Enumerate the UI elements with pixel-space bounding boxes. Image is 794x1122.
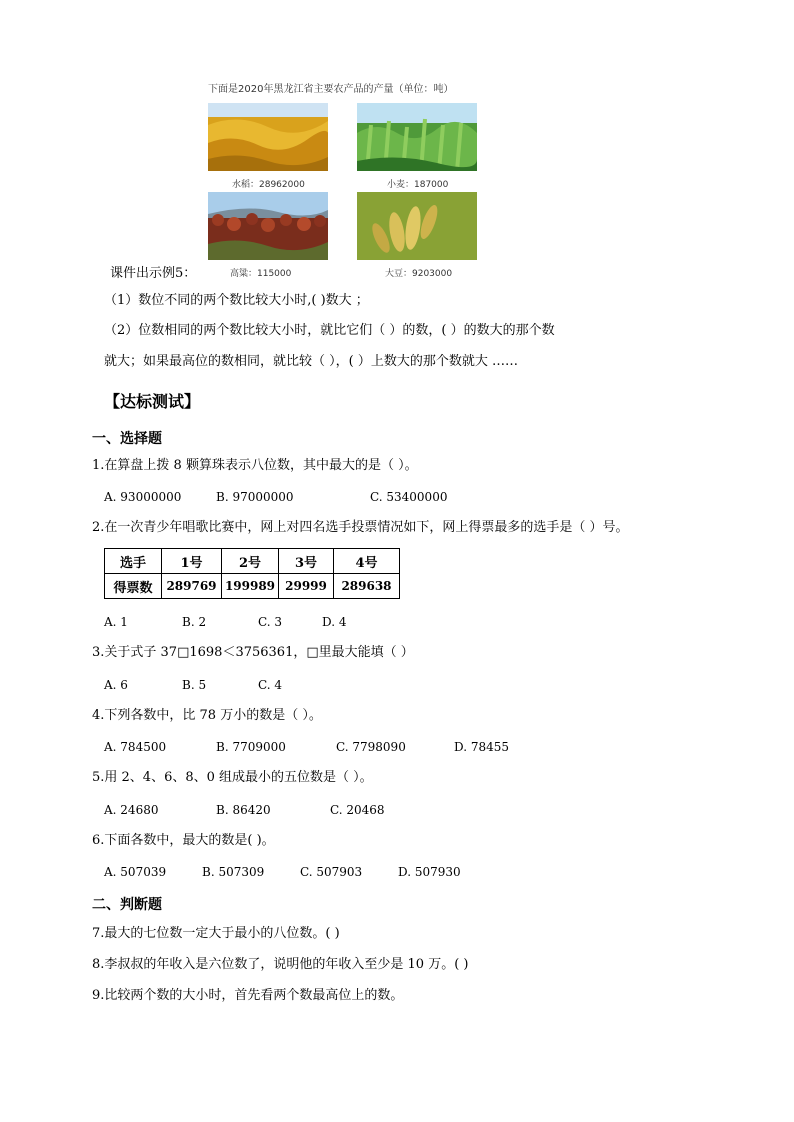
q2-option-b[interactable]: B. 2	[182, 615, 207, 629]
sorghum-caption: 高粱：115000	[230, 269, 292, 279]
question-2: 2.在一次青少年唱歌比赛中，网上对四名选手投票情况如下，网上得票最多的选手是（ ）号。	[92, 520, 629, 535]
vote-table-header: 4号	[334, 549, 400, 574]
q6-option-a[interactable]: A. 507039	[104, 865, 167, 879]
example-line-3: 就大；如果最高位的数相同，就比较（ ），( ）上数大的那个数就大 ……	[104, 354, 518, 369]
q6-option-c[interactable]: C. 507903	[300, 865, 363, 879]
q5-option-c[interactable]: C. 20468	[330, 803, 385, 817]
vote-table-header: 选手	[105, 549, 162, 574]
q6-option-d[interactable]: D. 507930	[398, 865, 461, 879]
question-3: 3.关于式子 37□1698＜3756361，□里最大能填（ ）	[92, 645, 414, 660]
q1-option-c[interactable]: C. 53400000	[370, 490, 448, 504]
example-line-2: （2）位数相同的两个数比较大小时，就比它们（ ）的数，( ）的数大的那个数	[104, 323, 555, 338]
question-4: 4.下列各数中，比 78 万小的数是（ ）。	[92, 708, 322, 723]
question-5: 5.用 2、4、6、8、0 组成最小的五位数是（ ）。	[92, 770, 373, 785]
q3-option-b[interactable]: B. 5	[182, 678, 207, 692]
q2-option-c[interactable]: C. 3	[258, 615, 283, 629]
soybean-caption: 大豆：9203000	[385, 269, 453, 279]
q6-option-b[interactable]: B. 507309	[202, 865, 265, 879]
wheat-caption: 小麦：187000	[387, 180, 449, 190]
rice-caption: 水稻：28962000	[232, 180, 305, 190]
section-test-heading: 【达标测试】	[104, 392, 201, 411]
example-line-1: （1）数位不同的两个数比较大小时,( )数大 ；	[104, 293, 369, 308]
section-choice-heading: 一、选择题	[92, 431, 162, 447]
rice-field-photo	[208, 103, 328, 171]
vote-table-row-label: 得票数	[105, 574, 162, 599]
figure-caption: 下面是2020年黑龙江省主要农产品的产量（单位：吨）	[208, 84, 454, 95]
wheat-field-photo	[357, 103, 477, 171]
example-intro: 课件出示例5：	[110, 266, 197, 281]
q3-option-a[interactable]: A. 6	[104, 678, 128, 692]
q5-option-b[interactable]: B. 86420	[216, 803, 271, 817]
question-6: 6.下面各数中，最大的数是( )。	[92, 833, 275, 848]
question-1: 1.在算盘上拨 8 颗算珠表示八位数，其中最大的是（ ）。	[92, 458, 418, 473]
q4-option-b[interactable]: B. 7709000	[216, 740, 286, 754]
vote-table	[104, 548, 400, 599]
section-judge-heading: 二、判断题	[92, 897, 162, 913]
vote-table-header: 1号	[162, 549, 222, 574]
vote-count: 289638	[334, 574, 400, 599]
q2-option-d[interactable]: D. 4	[322, 615, 347, 629]
vote-table-row	[105, 574, 400, 599]
vote-count: 289769	[162, 574, 222, 599]
q5-option-a[interactable]: A. 24680	[104, 803, 159, 817]
question-8: 8.李叔叔的年收入是六位数了，说明他的年收入至少是 10 万。( )	[92, 957, 469, 972]
vote-table-header: 2号	[222, 549, 279, 574]
q4-option-d[interactable]: D. 78455	[454, 740, 509, 754]
sorghum-field-photo	[208, 192, 328, 260]
q1-option-b[interactable]: B. 97000000	[216, 490, 294, 504]
q1-option-a[interactable]: A. 93000000	[104, 490, 182, 504]
q2-option-a[interactable]: A. 1	[104, 615, 128, 629]
q4-option-a[interactable]: A. 784500	[104, 740, 167, 754]
q4-option-c[interactable]: C. 7798090	[336, 740, 406, 754]
q3-option-c[interactable]: C. 4	[258, 678, 283, 692]
vote-table-header-row	[105, 549, 400, 574]
question-9: 9.比较两个数的大小时，首先看两个数最高位上的数。	[92, 988, 404, 1003]
vote-count: 29999	[279, 574, 334, 599]
question-7: 7.最大的七位数一定大于最小的八位数。( )	[92, 926, 340, 941]
soybean-pods-photo	[357, 192, 477, 260]
vote-count: 199989	[222, 574, 279, 599]
vote-table-header: 3号	[279, 549, 334, 574]
